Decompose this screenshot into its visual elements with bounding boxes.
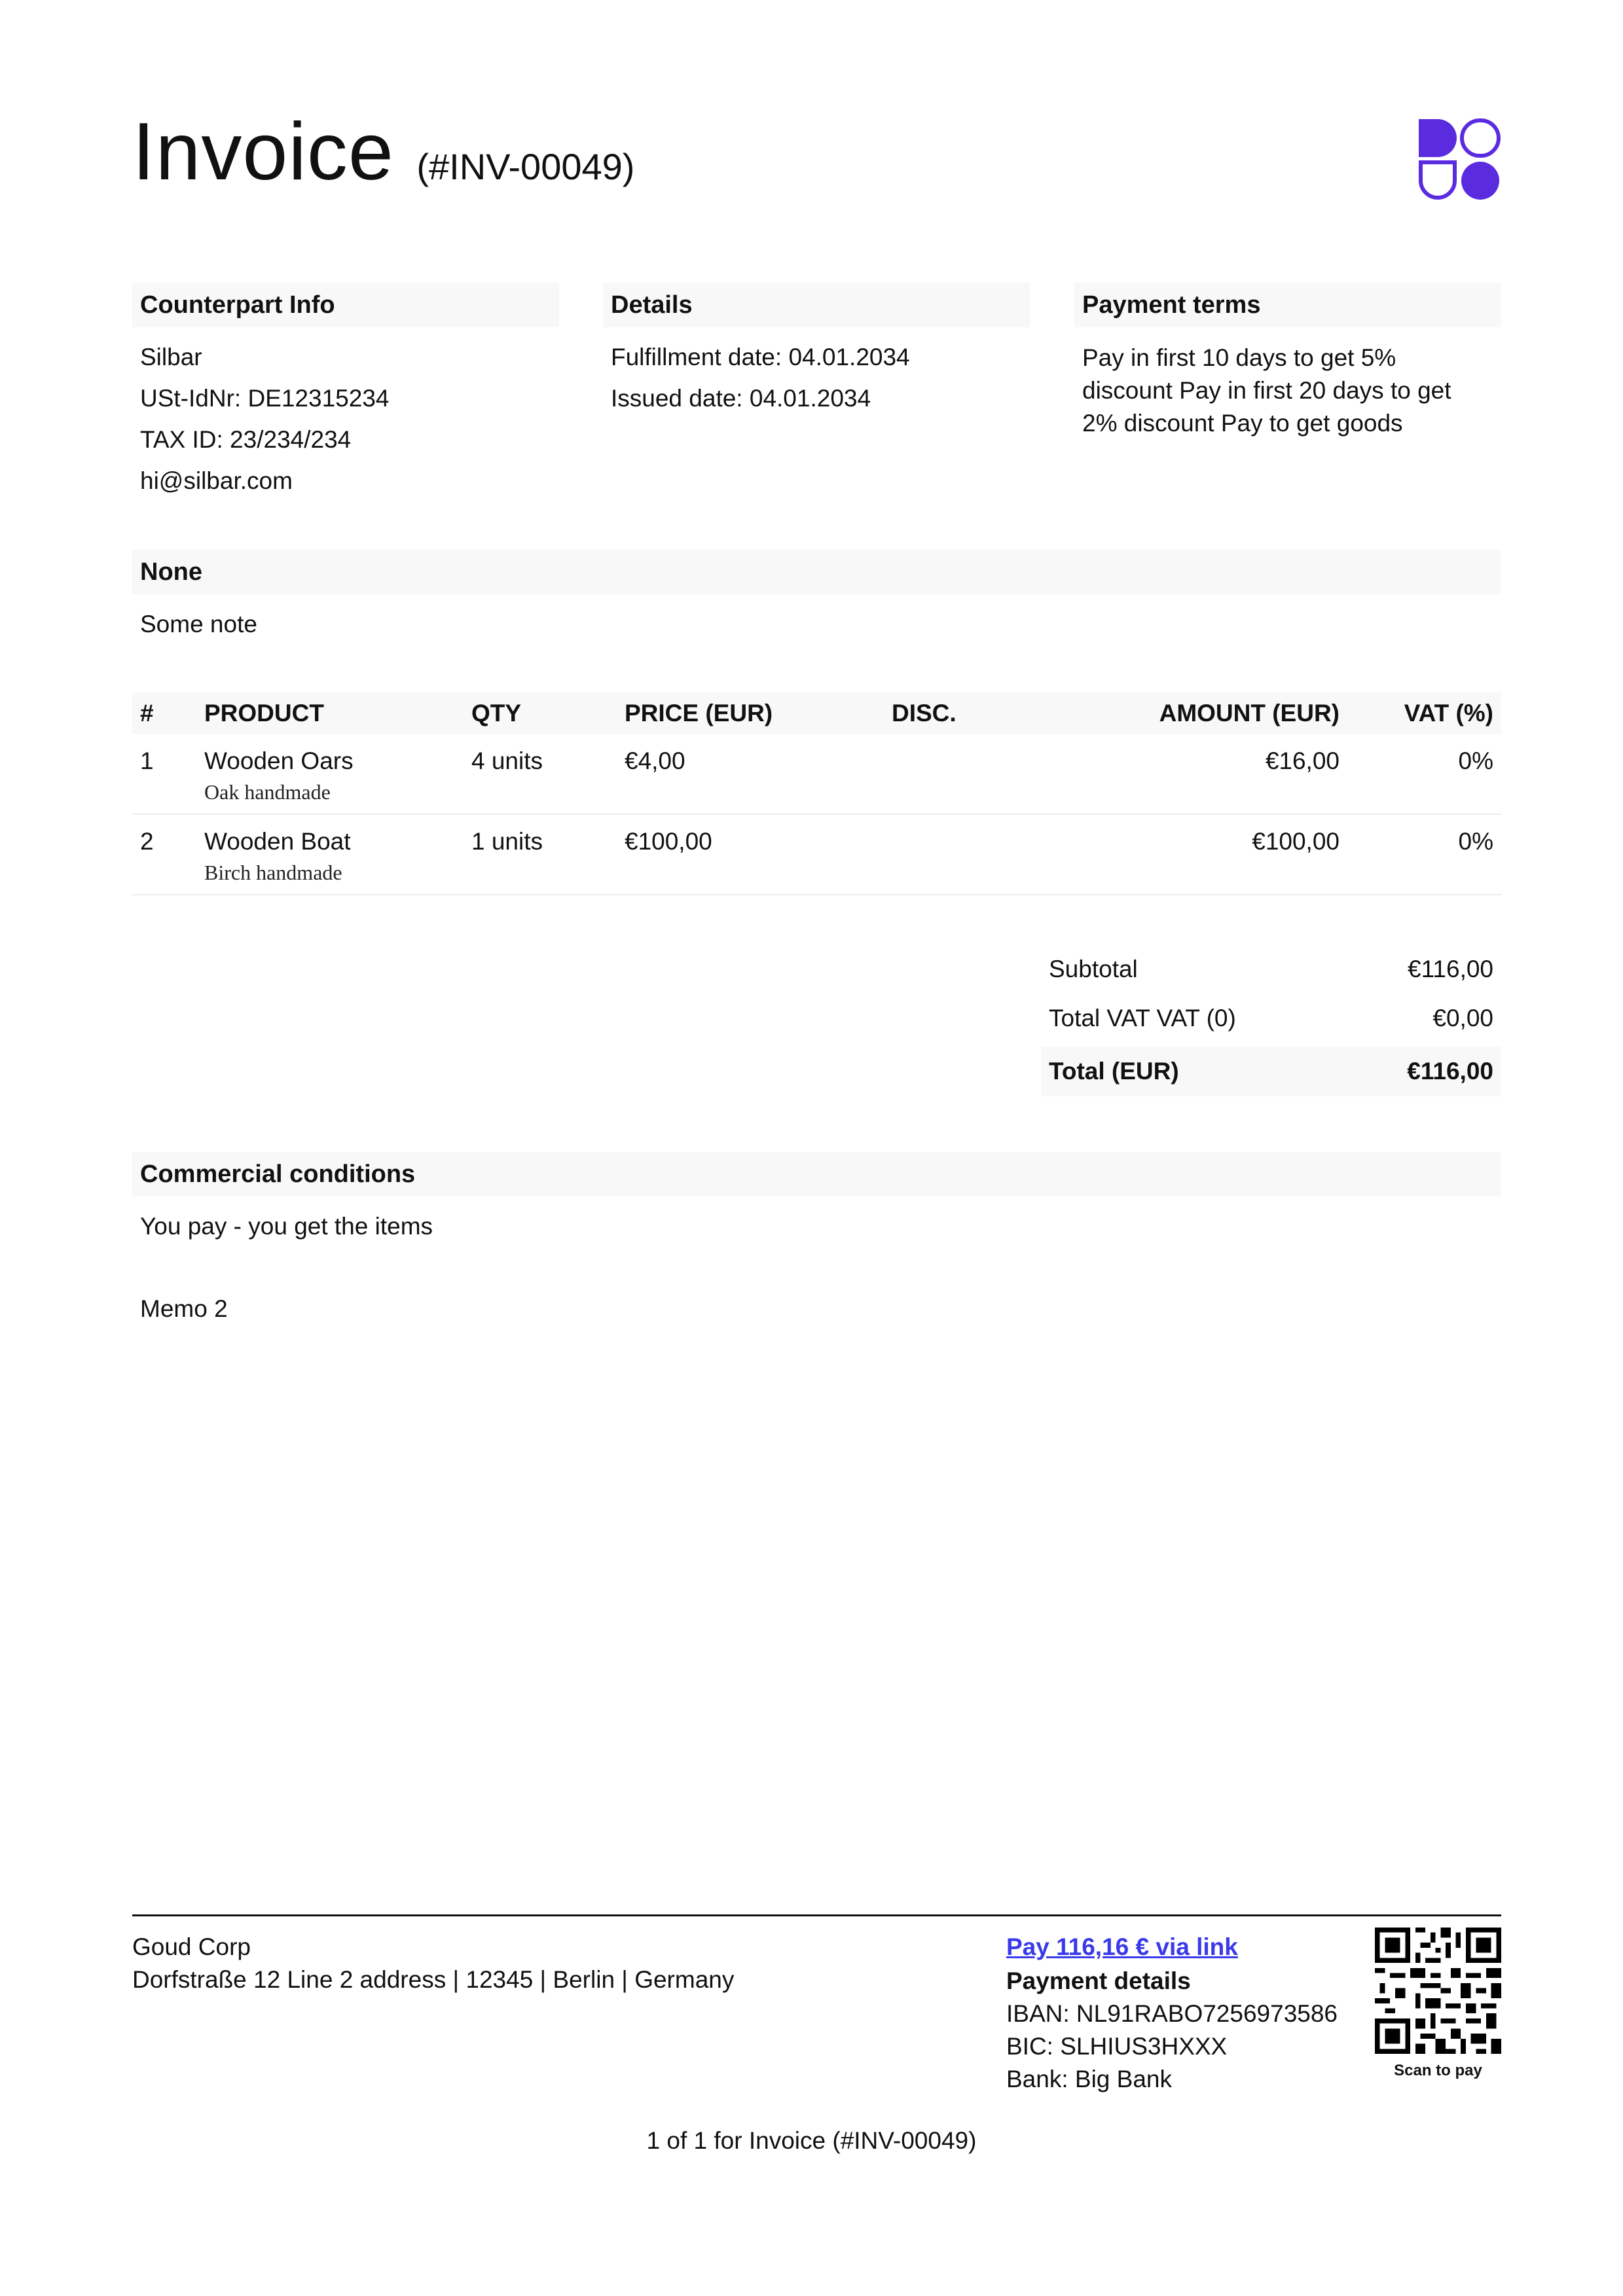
payment-details-heading: Payment details — [1006, 1967, 1191, 1994]
vat-row — [1041, 994, 1501, 1043]
company-info — [132, 1931, 734, 1996]
commercial-heading: Commercial conditions — [132, 1152, 1501, 1196]
page-title: Invoice — [132, 107, 394, 197]
counterpart-heading: Counterpart Info — [132, 283, 559, 327]
commercial-section — [132, 1152, 1501, 1329]
counterpart-vat-id: USt-IdNr: DE12315234 — [140, 385, 390, 412]
row-qty: 4 units — [464, 734, 617, 814]
counterpart-name: Silbar — [140, 344, 202, 370]
total-row — [1041, 1047, 1501, 1096]
counterpart-section — [132, 283, 559, 501]
footer-divider — [132, 1914, 1501, 1916]
company-name: Goud Corp — [132, 1933, 251, 1960]
scan-to-pay-label: Scan to pay — [1394, 2062, 1482, 2079]
row-vat: 0% — [1347, 734, 1501, 814]
bank-name: Bank: Big Bank — [1006, 2066, 1172, 2092]
company-logo-icon — [1417, 118, 1501, 202]
row-product-cell — [196, 814, 464, 895]
payment-terms-section — [1074, 283, 1501, 440]
total-label: Total (EUR) — [1049, 1058, 1179, 1085]
row-product-desc: Oak handmade — [204, 780, 331, 804]
invoice-number: (#INV-00049) — [416, 146, 635, 187]
company-address: Dorfstraße 12 Line 2 address | 12345 | Berlin | Germany — [132, 1966, 735, 1993]
col-product: PRODUCT — [196, 692, 464, 734]
row-price: €4,00 — [617, 734, 884, 814]
col-amount: AMOUNT (EUR) — [1070, 692, 1347, 734]
pay-via-link[interactable]: Pay 116,16 € via link — [1006, 1933, 1238, 1960]
counterpart-email: hi@silbar.com — [140, 467, 293, 494]
memo-text: Memo 2 — [140, 1295, 228, 1322]
row-product: Wooden Oars — [204, 747, 354, 774]
total-value: €116,00 — [1407, 1058, 1493, 1085]
row-index: 1 — [132, 734, 196, 814]
row-product-desc: Birch handmade — [204, 861, 342, 884]
payment-details — [1006, 1931, 1338, 2096]
bic: BIC: SLHIUS3HXXX — [1006, 2033, 1228, 2060]
col-vat: VAT (%) — [1347, 692, 1501, 734]
row-price: €100,00 — [617, 814, 884, 895]
vat-value: €0,00 — [1432, 1005, 1493, 1031]
row-disc — [884, 734, 1070, 814]
table-header-row — [132, 692, 1501, 734]
row-product-cell — [196, 734, 464, 814]
iban: IBAN: NL91RABO7256973586 — [1006, 2000, 1338, 2027]
vat-label: Total VAT VAT (0) — [1049, 1005, 1236, 1031]
commercial-text: You pay - you get the items — [140, 1213, 433, 1240]
details-heading: Details — [603, 283, 1030, 327]
col-price: PRICE (EUR) — [617, 692, 884, 734]
subtotal-value: €116,00 — [1408, 956, 1493, 982]
payment-terms-heading: Payment terms — [1074, 283, 1501, 327]
issued-date: Issued date: 04.01.2034 — [611, 385, 871, 412]
table-row — [132, 734, 1501, 814]
subtotal-row — [1041, 944, 1501, 994]
col-index: # — [132, 692, 196, 734]
note-heading: None — [132, 550, 1501, 594]
row-product: Wooden Boat — [204, 828, 351, 855]
details-section — [603, 283, 1030, 419]
qr-code-icon[interactable] — [1375, 1928, 1501, 2054]
table-row — [132, 814, 1501, 895]
row-disc — [884, 814, 1070, 895]
row-index: 2 — [132, 814, 196, 895]
col-disc: DISC. — [884, 692, 1070, 734]
fulfillment-date: Fulfillment date: 04.01.2034 — [611, 344, 910, 370]
note-text: Some note — [140, 611, 257, 637]
note-section — [132, 550, 1501, 644]
col-qty: QTY — [464, 692, 617, 734]
row-amount: €16,00 — [1070, 734, 1347, 814]
items-table — [132, 692, 1501, 895]
invoice-title-row — [132, 107, 635, 209]
page-number: 1 of 1 for Invoice (#INV-00049) — [646, 2127, 977, 2154]
counterpart-tax-id: TAX ID: 23/234/234 — [140, 426, 352, 453]
row-qty: 1 units — [464, 814, 617, 895]
subtotal-label: Subtotal — [1049, 956, 1138, 982]
totals-section — [1041, 944, 1501, 1096]
row-amount: €100,00 — [1070, 814, 1347, 895]
row-vat: 0% — [1347, 814, 1501, 895]
payment-terms-text: Pay in first 10 days to get 5% discount Pay in first 20 days to get 2% discount Pay to get goods — [1082, 344, 1451, 437]
